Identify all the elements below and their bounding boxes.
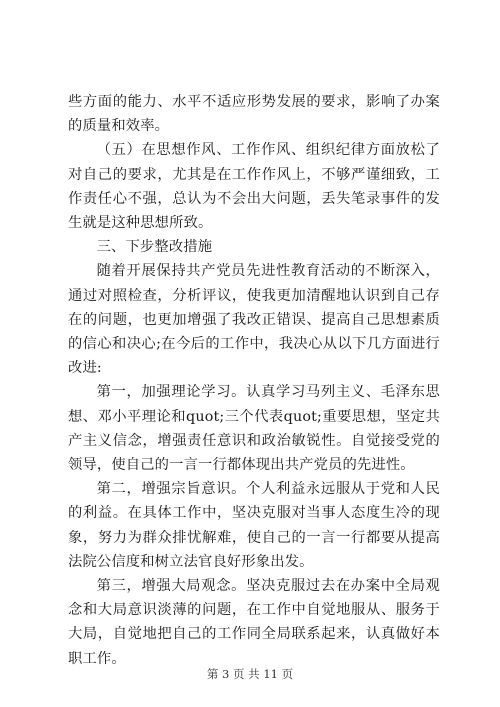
paragraph-intro-measures: 随着开展保持共产党员先进性教育活动的不断深入，通过对照检查，分析评议，使我更加清醒地认识到自己存在的问题，也更加增强了我改正错误、提高自己思想素质的信心和决心;在今后的工作中，我决心从以下几方面进行改进: xyxy=(68,263,440,377)
paragraph-continuation: 些方面的能力、水平不适应形势发展的要求，影响了办案的质量和效率。 xyxy=(68,94,440,135)
document-body xyxy=(68,90,440,671)
paragraph-measure-three: 第三，增强大局观念。坚决克服过去在办案中全局观念和大局意识淡薄的问题，在工作中自觉地服从、服务于大局，自觉地把自己的工作同全局联系起来，认真做好本职工作。 xyxy=(68,578,440,667)
paragraph-measure-two: 第二，增强宗旨意识。个人利益永远服从于党和人民的利益。在具体工作中，坚决克服对当事人态度生冷的现象，努力为群众排忧解难，使自己的一言一行都要从提高法院公信度和树立法官良好形象出发。 xyxy=(68,481,440,570)
paragraph-measure-one: 第一，加强理论学习。认真学习马列主义、毛泽东思想、邓小平理论和quot;三个代表quot;重要思想，坚定共产主义信念，增强责任意识和政治敏锐性。自觉接受党的领导，使自己的一言一行都体现出共产党员的先进性。 xyxy=(68,384,440,474)
section-heading-rectification: 三、下步整改措施 xyxy=(96,239,213,256)
paragraph-item-five: （五）在思想作风、工作作风、组织纪律方面放松了对自己的要求，尤其是在工作作风上，不够严谨细致，工作责任心不强，总认为不会出大问题，丢失笔录事件的发生就是这种思想所致。 xyxy=(68,142,440,232)
page-number-footer: 第 3 页 共 11 页 xyxy=(206,667,294,681)
